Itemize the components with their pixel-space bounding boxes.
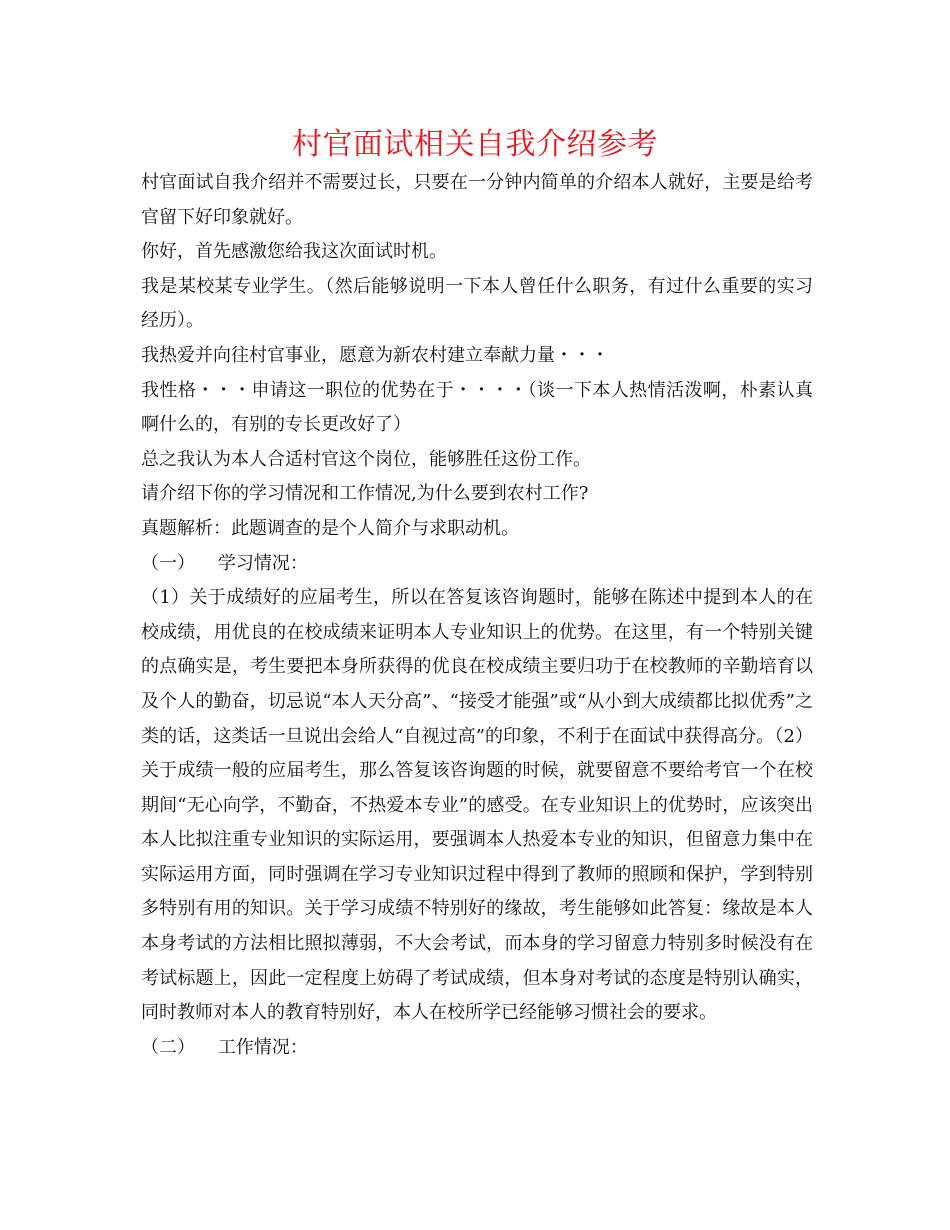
section-heading-study: （一） 学习情况： [141,552,308,574]
paragraph-strengths: 我性格・・・申请这一职位的优势在于・・・・（谈一下本人热情活泼啊，朴素认真啊什么的，有别的专长更改好了） [141,379,813,436]
paragraph-background: 我是某校某专业学生。（然后能够说明一下本人曾任什么职务，有过什么重要的实习经历）。 [141,275,813,332]
document-title: 村官面试相关自我介绍参考 [292,127,658,162]
paragraph-conclusion: 总之我认为本人合适村官这个岗位，能够胜任这份工作。 [141,448,591,470]
paragraph-question: 请介绍下你的学习情况和工作情况,为什么要到农村工作? [141,483,589,505]
paragraph-intro: 村官面试自我介绍并不需要过长，只要在一分钟内简单的介绍本人就好，主要是给考官留下好印象就好。 [141,172,813,228]
paragraph-analysis: 真题解析：此题调查的是个人简介与求职动机。 [141,517,519,539]
paragraph-greeting: 你好，首先感激您给我这次面试时机。 [141,241,447,263]
document-body [141,166,813,1065]
paragraph-motivation: 我热爱并向往村官事业，愿意为新农村建立奉献力量・・・ [141,344,609,366]
section-body-study: （1）关于成绩好的应届考生，所以在答复该咨询题时，能够在陈述中提到本人的在校成绩，用优良的在校成绩来证明本人专业知识上的优势。在这里，有一个特别关键的点确实是，考生要把本身所获得的优良在校成绩主要归功于在校教师的辛勤培育以及个人的勤奋，切忌说“本人天分高”、“接受才能强”或“从小到大成绩都比拟优秀”之类的话，这类话一旦说出会给人“自视过高”的印象，不利于在面试中获得高分。（2）关于成绩一般的应届考生，那么答复该咨询题的时候，就要留意不要给考官一个在校期间“无心向学，不勤奋，不热爱本专业”的感受。在专业知识上的优势时，应该突出本人比拟注重专业知识的实际运用，要强调本人热爱本专业的知识，但留意力集中在实际运用方面，同时强调在学习专业知识过程中得到了教师的照顾和保护，学到特别多特别有用的知识。关于学习成绩不特别好的缘故，考生能够如此答复：缘故是本人本身考试的方法相比照拟薄弱，不大会考试，而本身的学习留意力特别多时候没有在考试标题上，因此一定程度上妨碍了考试成绩，但本身对考试的态度是特别认确实，同时教师对本人的教育特别好，本人在校所学已经能够习惯社会的要求。 [141,587,813,1024]
section-heading-work: （二） 工作情况： [141,1036,308,1058]
